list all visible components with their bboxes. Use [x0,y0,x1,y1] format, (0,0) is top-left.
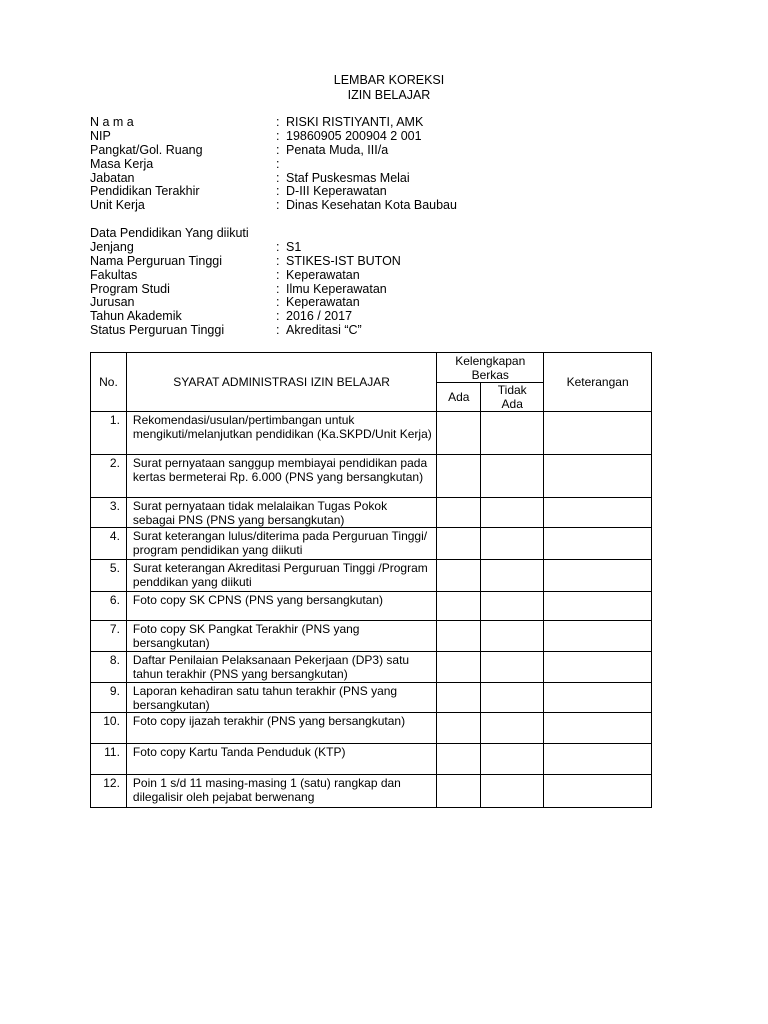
header-syarat: SYARAT ADMINISTRASI IZIN BELAJAR [126,353,436,412]
info-value: RISKI RISTIYANTI, AMK [286,115,424,129]
edu-row-jurusan [90,296,401,310]
table-row [91,744,652,775]
info-separator: : [276,142,280,157]
keterangan-cell[interactable] [544,713,652,744]
checkbox-tidak-ada[interactable] [481,592,544,621]
checkbox-tidak-ada[interactable] [481,683,544,713]
info-row-nama [90,116,457,130]
info-value: Dinas Kesehatan Kota Baubau [286,198,457,213]
info-label: Tahun Akademik [90,309,182,324]
info-label: Jabatan [90,170,135,185]
info-row-jabatan [90,172,457,186]
edu-row-jenjang [90,241,401,255]
info-label: Pendidikan Terakhir [90,184,200,199]
requirements-table [90,352,652,808]
info-label: NIP [90,128,111,143]
checkbox-ada[interactable] [437,713,481,744]
keterangan-cell[interactable] [544,621,652,652]
row-number: 9. [91,683,127,713]
table-row [91,713,652,744]
checkbox-ada[interactable] [437,621,481,652]
info-separator: : [276,253,280,268]
row-number: 1. [91,412,127,455]
info-label: Nama Perguruan Tinggi [90,253,223,268]
table-row [91,775,652,808]
checkbox-ada[interactable] [437,455,481,498]
document-title: LEMBAR KOREKSI [333,73,445,87]
edu-row-status [90,324,401,338]
table-row [91,412,652,455]
info-separator: : [276,170,280,185]
personal-info-section [90,116,457,213]
education-section [90,227,401,338]
keterangan-cell[interactable] [544,683,652,713]
header-kelengkapan: Kelengkapan Berkas [437,353,544,383]
checkbox-ada[interactable] [437,652,481,683]
row-requirement: Daftar Penilaian Pelaksanaan Pekerjaan (DP3) satu tahun terakhir (PNS yang bersangkutan) [126,652,436,683]
info-value: STIKES-IST BUTON [286,253,401,268]
info-separator: : [276,156,280,171]
info-separator: : [276,323,280,338]
info-value: Keperawatan [286,295,360,310]
keterangan-cell[interactable] [544,652,652,683]
info-label: Jurusan [90,295,135,310]
row-requirement: Laporan kehadiran satu tahun terakhir (PNS yang bersangkutan) [126,683,436,713]
row-requirement: Surat keterangan Akreditasi Perguruan Tinggi /Program penddikan yang diikuti [126,560,436,592]
table-row [91,498,652,528]
checkbox-ada[interactable] [437,775,481,808]
info-label: Pangkat/Gol. Ruang [90,142,203,157]
checkbox-tidak-ada[interactable] [481,498,544,528]
row-number: 3. [91,498,127,528]
info-row-masa-kerja [90,158,457,172]
info-separator: : [276,239,280,254]
row-number: 12. [91,775,127,808]
keterangan-cell[interactable] [544,775,652,808]
table-row [91,592,652,621]
header-no: No. [91,353,127,412]
info-label: Unit Kerja [90,198,145,213]
table-row [91,455,652,498]
document-subtitle: IZIN BELAJAR [347,88,431,102]
table-row [91,528,652,560]
checkbox-tidak-ada[interactable] [481,713,544,744]
checkbox-ada[interactable] [437,592,481,621]
keterangan-cell[interactable] [544,560,652,592]
info-value: Keperawatan [286,267,360,282]
row-requirement: Foto copy SK CPNS (PNS yang bersangkutan) [126,592,436,621]
info-separator: : [276,198,280,213]
keterangan-cell[interactable] [544,744,652,775]
checkbox-tidak-ada[interactable] [481,528,544,560]
row-requirement: Rekomendasi/usulan/pertimbangan untuk mengikuti/melanjutkan pendidikan (Ka.SKPD/Unit Kerja) [126,412,436,455]
row-requirement: Foto copy SK Pangkat Terakhir (PNS yang bersangkutan) [126,621,436,652]
info-row-pendidikan [90,185,457,199]
info-value: Akreditasi “C” [286,323,362,338]
checkbox-tidak-ada[interactable] [481,775,544,808]
edu-row-program-studi [90,283,401,297]
checkbox-ada[interactable] [437,683,481,713]
checkbox-ada[interactable] [437,528,481,560]
checkbox-tidak-ada[interactable] [481,744,544,775]
info-row-nip [90,130,457,144]
row-requirement: Surat pernyataan tidak melalaikan Tugas Pokok sebagai PNS (PNS yang bersangkutan) [126,498,436,528]
row-requirement: Surat keterangan lulus/diterima pada Perguruan Tinggi/ program pendidikan yang diikuti [126,528,436,560]
row-requirement: Poin 1 s/d 11 masing-masing 1 (satu) rangkap dan dilegalisir oleh pejabat berwenang [126,775,436,808]
info-separator: : [276,295,280,310]
keterangan-cell[interactable] [544,412,652,455]
info-separator: : [276,128,280,143]
table-row [91,621,652,652]
keterangan-cell[interactable] [544,592,652,621]
row-requirement: Surat pernyataan sanggup membiayai pendidikan pada kertas bermeterai Rp. 6.000 (PNS yang bersangkutan) [126,455,436,498]
row-number: 2. [91,455,127,498]
info-label: Jenjang [90,239,134,254]
table-row [91,560,652,592]
info-value: D-III Keperawatan [286,184,387,199]
education-heading: Data Pendidikan Yang diikuti [90,226,249,240]
table-row [91,652,652,683]
info-separator: : [276,281,280,296]
info-row-unit-kerja [90,199,457,213]
info-value: Penata Muda, III/a [286,142,389,157]
info-separator: : [276,267,280,282]
info-value: Staf Puskesmas Melai [286,170,410,185]
row-number: 5. [91,560,127,592]
row-number: 11. [91,744,127,775]
checkbox-tidak-ada[interactable] [481,652,544,683]
checkbox-ada[interactable] [437,498,481,528]
edu-row-tahun-akademik [90,310,401,324]
row-number: 4. [91,528,127,560]
keterangan-cell[interactable] [544,455,652,498]
info-label: Program Studi [90,281,170,296]
info-separator: : [276,115,280,129]
info-label: N a m a [90,115,134,129]
checkbox-tidak-ada[interactable] [481,560,544,592]
info-separator: : [276,184,280,199]
header-keterangan: Keterangan [544,353,652,412]
info-value: S1 [286,239,302,254]
keterangan-cell[interactable] [544,528,652,560]
checkbox-ada[interactable] [437,560,481,592]
checkbox-tidak-ada[interactable] [481,621,544,652]
checkbox-ada[interactable] [437,412,481,455]
info-label: Masa Kerja [90,156,154,171]
info-value: 2016 / 2017 [286,309,353,324]
edu-row-fakultas [90,269,401,283]
header-tidak-ada: Tidak Ada [481,383,544,412]
checkbox-ada[interactable] [437,744,481,775]
row-requirement: Foto copy ijazah terakhir (PNS yang bersangkutan) [126,713,436,744]
info-value: 19860905 200904 2 001 [286,128,422,143]
row-number: 6. [91,592,127,621]
row-number: 7. [91,621,127,652]
info-label: Status Perguruan Tinggi [90,323,225,338]
row-number: 8. [91,652,127,683]
edu-row-perguruan-tinggi [90,255,401,269]
row-number: 10. [91,713,127,744]
table-row [91,683,652,713]
info-separator: : [276,309,280,324]
info-label: Fakultas [90,267,138,282]
info-row-pangkat [90,144,457,158]
info-value: Ilmu Keperawatan [286,281,387,296]
checkbox-tidak-ada[interactable] [481,455,544,498]
keterangan-cell[interactable] [544,498,652,528]
row-requirement: Foto copy Kartu Tanda Penduduk (KTP) [126,744,436,775]
checkbox-tidak-ada[interactable] [481,412,544,455]
header-ada: Ada [437,383,481,412]
